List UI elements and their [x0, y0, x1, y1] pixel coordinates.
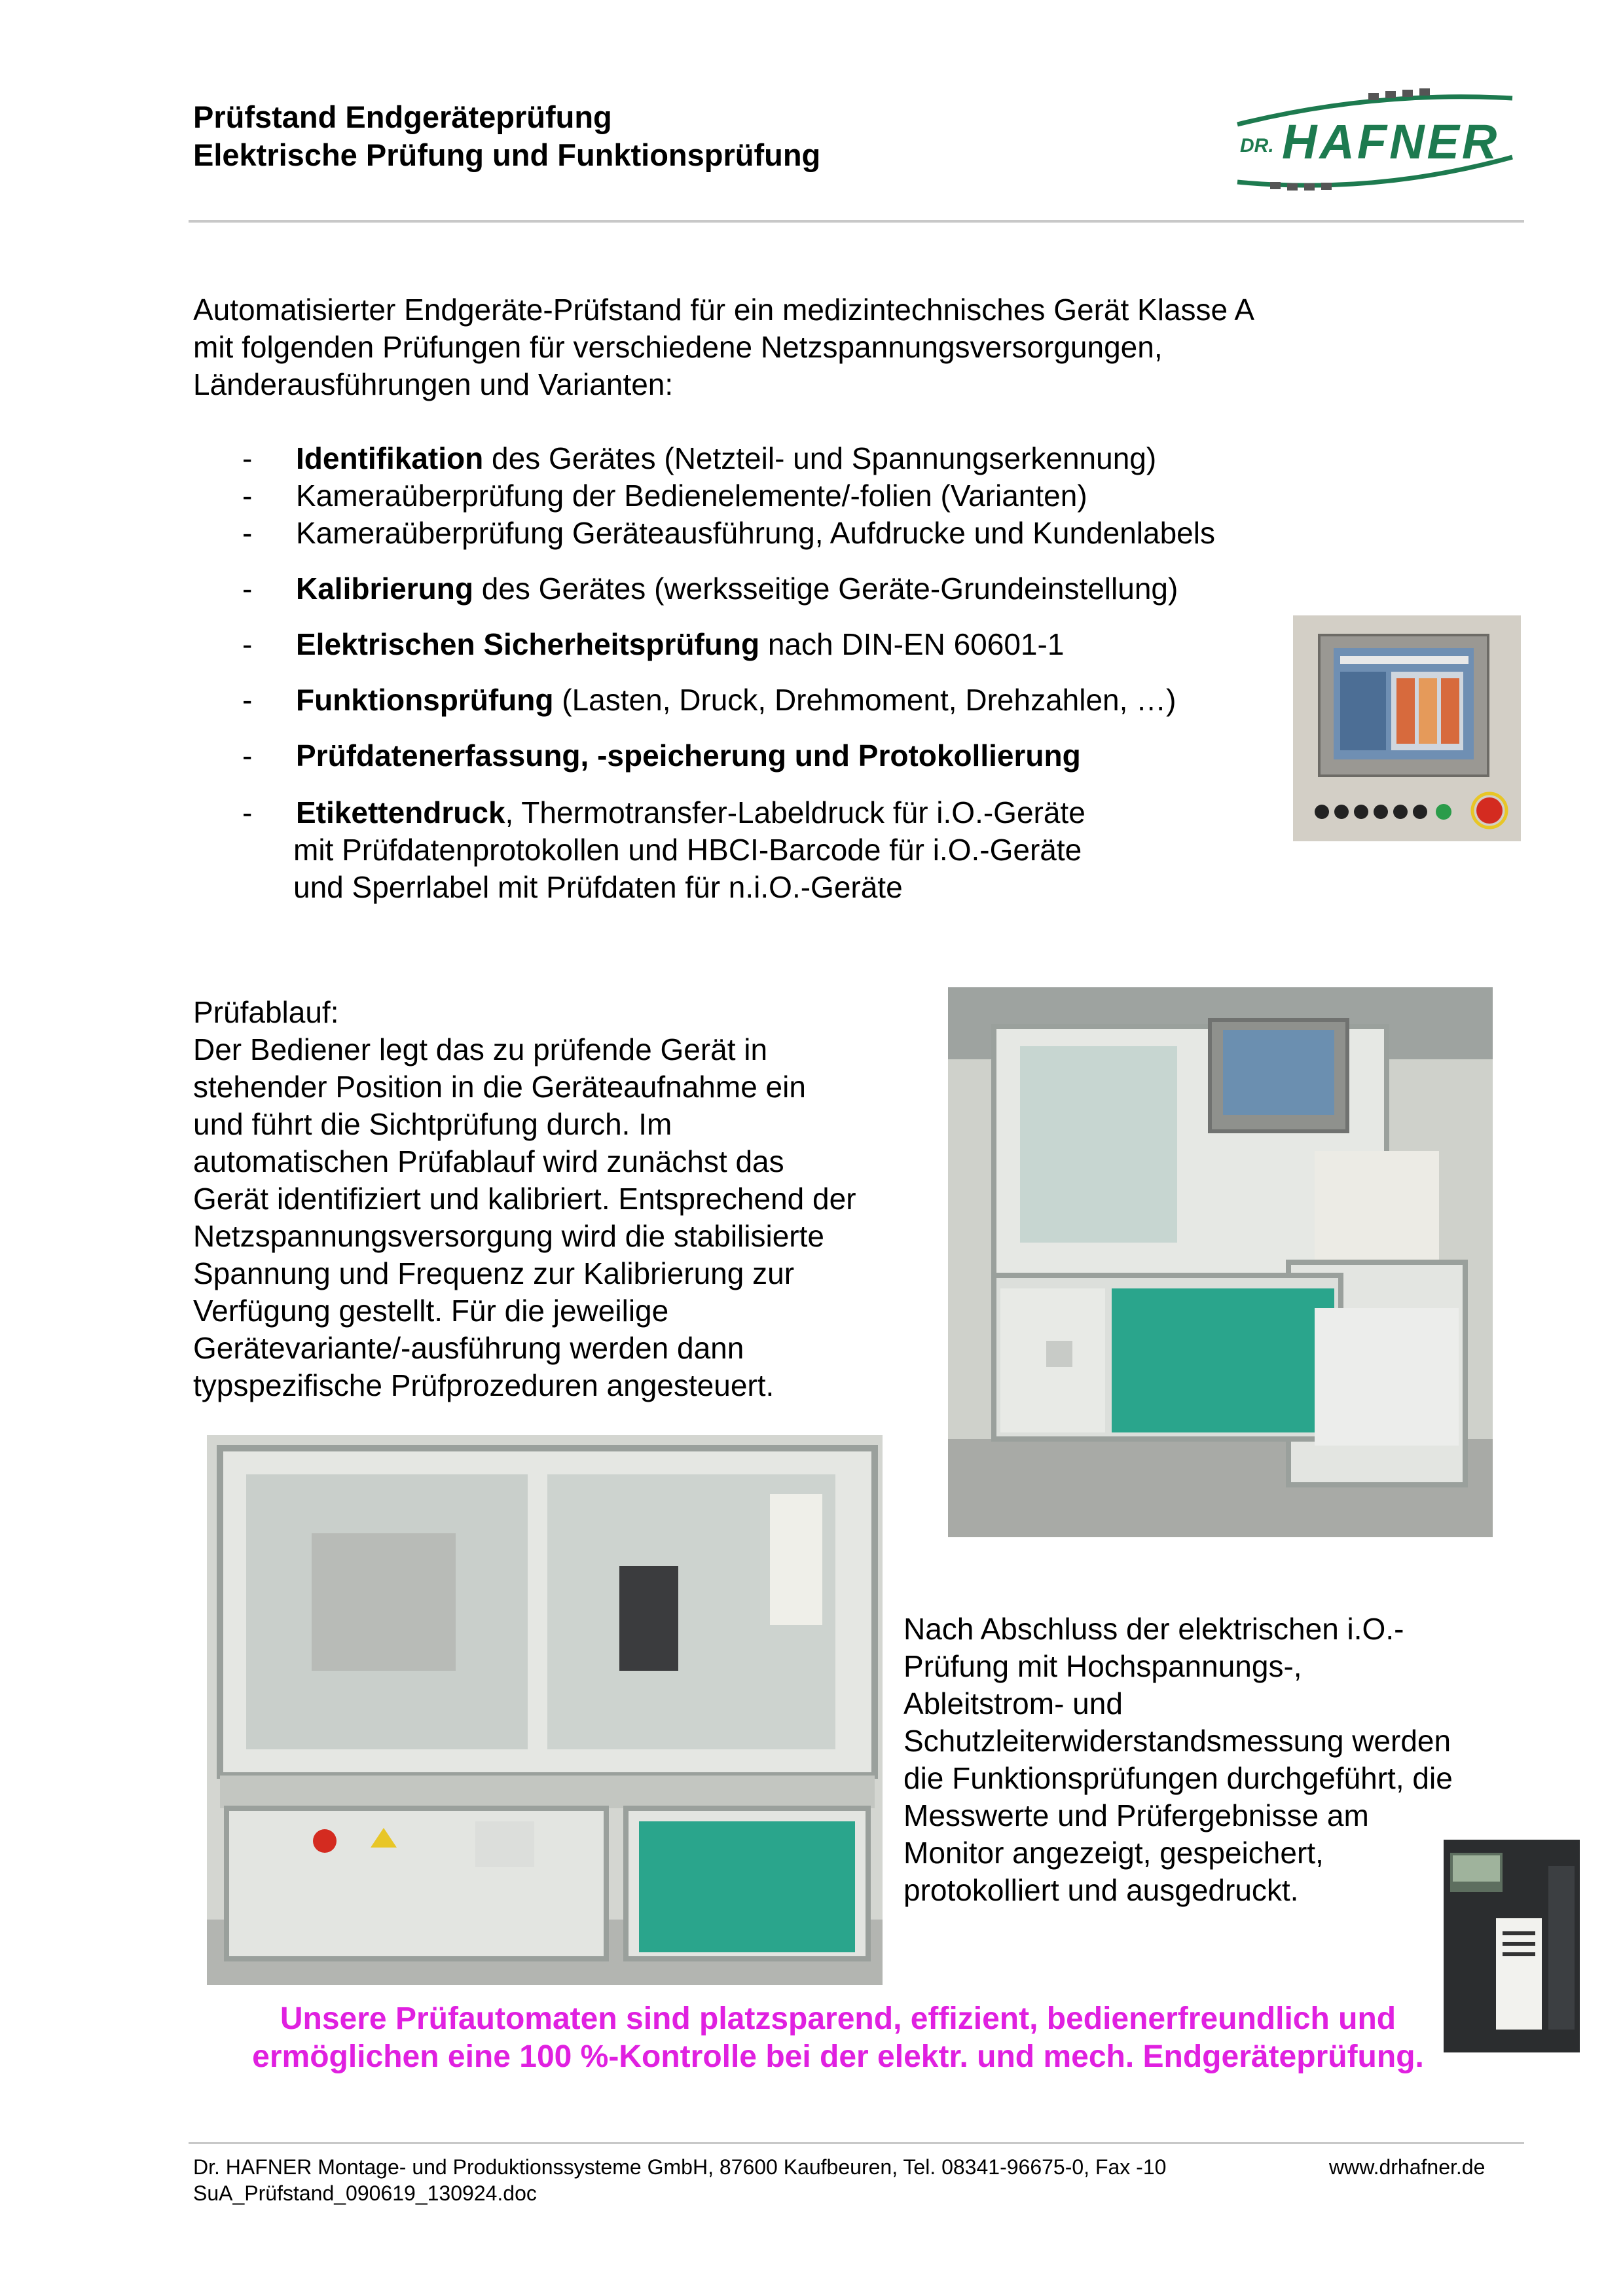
pruefablauf-line: automatischen Prüfablauf wird zunächst das [193, 1144, 784, 1178]
intro-line: mit folgenden Prüfungen für verschiedene Netzspannungsversorgungen, [193, 330, 1163, 364]
nach-abschluss-line: Nach Abschluss der elektrischen i.O.- [903, 1612, 1404, 1646]
footer-docname: SuA_Prüfstand_090619_130924.doc [193, 2181, 537, 2205]
footer-website: www.drhafner.de [1329, 2155, 1486, 2179]
nach-abschluss-paragraph [903, 1611, 1519, 1909]
list-item-continuation: und Sperrlabel mit Prüfdaten für n.i.O.-Geräte [293, 870, 903, 904]
nach-abschluss-line: protokolliert und ausgedruckt. [903, 1873, 1299, 1907]
pruefablauf-line: Verfügung gestellt. Für die jeweilige [193, 1294, 669, 1328]
list-dash: - [242, 441, 253, 475]
list-dash: - [242, 738, 253, 773]
list-item-bold: Identifikation [296, 441, 484, 475]
hmi-panel-photo [1293, 615, 1521, 841]
tagline-line: Unsere Prüfautomaten sind platzsparend, effizient, bedienerfreundlich und [280, 2001, 1396, 2036]
list-item-kamera-bedienelemente [242, 477, 1250, 515]
nach-abschluss-line: die Funktionsprüfungen durchgeführt, die [903, 1761, 1453, 1795]
footer-left [193, 2154, 1166, 2206]
intro-paragraph [193, 291, 1372, 403]
pruefablauf-line: und führt die Sichtprüfung durch. Im [193, 1107, 672, 1141]
list-item-continuation: mit Prüfdatenprotokollen und HBCI-Barcode für i.O.-Geräte [293, 833, 1082, 867]
list-item-bold: Elektrischen Sicherheitsprüfung [296, 627, 760, 661]
list-item-text: Kameraüberprüfung Geräteausführung, Aufdrucke und Kundenlabels [296, 516, 1215, 550]
intro-line: Länderausführungen und Varianten: [193, 367, 674, 401]
page-title [193, 98, 820, 174]
nach-abschluss-line: Schutzleiterwiderstandsmessung werden [903, 1724, 1451, 1758]
hmi-panel-image [1293, 615, 1521, 841]
pruefablauf-line: Gerät identifiziert und kalibriert. Entsprechend der [193, 1182, 856, 1216]
list-dash: - [242, 516, 253, 550]
pruefablauf-heading: Prüfablauf: [193, 995, 339, 1029]
list-item-text: des Gerätes (werksseitige Geräte-Grundeinstellung) [473, 572, 1178, 606]
logo-name-text: HAFNER [1282, 115, 1500, 169]
list-item-identifikation [242, 440, 1250, 477]
tagline [164, 2000, 1512, 2076]
list-dash: - [242, 572, 253, 606]
pruefablauf-line: Spannung und Frequenz zur Kalibrierung zur [193, 1256, 795, 1290]
footer-divider [189, 2142, 1524, 2144]
footer-company: Dr. HAFNER Montage- und Produktionssysteme GmbH, 87600 Kaufbeuren, Tel. 08341-96675-0, Fax -10 [193, 2155, 1167, 2179]
list-dash: - [242, 795, 253, 829]
test-station-photo-right [948, 987, 1493, 1537]
list-item-text: des Gerätes (Netzteil- und Spannungserkennung) [483, 441, 1157, 475]
nach-abschluss-line: Ableitstrom- und [903, 1686, 1123, 1721]
title-line-2: Elektrische Prüfung und Funktionsprüfung [193, 137, 821, 172]
list-item-sicherheitspruefung [242, 626, 1250, 663]
feature-list [242, 440, 1250, 906]
list-item-etikettendruck [242, 794, 1250, 906]
list-item-bold: Kalibrierung [296, 572, 473, 606]
title-line-1: Prüfstand Endgeräteprüfung [193, 100, 612, 134]
list-dash: - [242, 627, 253, 661]
list-item-kalibrierung [242, 570, 1250, 608]
test-station-image-right [948, 987, 1493, 1537]
list-item-bold: Prüfdatenerfassung, -speicherung und Protokollierung [296, 738, 1081, 773]
test-station-image-left [207, 1435, 883, 1985]
nach-abschluss-line: Messwerte und Prüfergebnisse am [903, 1798, 1369, 1832]
list-dash: - [242, 479, 253, 513]
pruefablauf-line: Netzspannungsversorgung wird die stabilisierte [193, 1219, 824, 1253]
nach-abschluss-line: Monitor angezeigt, gespeichert, [903, 1836, 1324, 1870]
list-item-pruefdatenerfassung [242, 737, 1250, 774]
pruefablauf-paragraph [193, 994, 936, 1404]
list-item-text: (Lasten, Druck, Drehmoment, Drehzahlen, …) [553, 683, 1176, 717]
test-station-photo-left [207, 1435, 883, 1985]
list-item-bold: Funktionsprüfung [296, 683, 554, 717]
list-dash: - [242, 683, 253, 717]
nach-abschluss-line: Prüfung mit Hochspannungs-, [903, 1649, 1302, 1683]
dr-hafner-logo [1231, 84, 1519, 195]
pruefablauf-line: typspezifische Prüfprozeduren angesteuert. [193, 1368, 775, 1402]
pruefablauf-line: Der Bediener legt das zu prüfende Gerät in [193, 1032, 768, 1066]
pruefablauf-line: Gerätevariante/-ausführung werden dann [193, 1331, 744, 1365]
list-item-funktionspruefung [242, 682, 1250, 719]
list-item-text: Kameraüberprüfung der Bedienelemente/-folien (Varianten) [296, 479, 1087, 513]
tagline-line: ermöglichen eine 100 %-Kontrolle bei der elektr. und mech. Endgeräteprüfung. [252, 2039, 1424, 2074]
list-item-text: nach DIN-EN 60601-1 [759, 627, 1065, 661]
list-item-text: , Thermotransfer-Labeldruck für i.O.-Geräte [505, 795, 1085, 829]
list-item-kamera-geraeteausfuehrung [242, 515, 1250, 552]
logo-dr-text: DR. [1240, 135, 1274, 156]
intro-line: Automatisierter Endgeräte-Prüfstand für ein medizintechnisches Gerät Klasse A [193, 293, 1255, 327]
list-item-bold: Etikettendruck [296, 795, 505, 829]
header-divider [189, 220, 1524, 223]
pruefablauf-line: stehender Position in die Geräteaufnahme ein [193, 1070, 806, 1104]
